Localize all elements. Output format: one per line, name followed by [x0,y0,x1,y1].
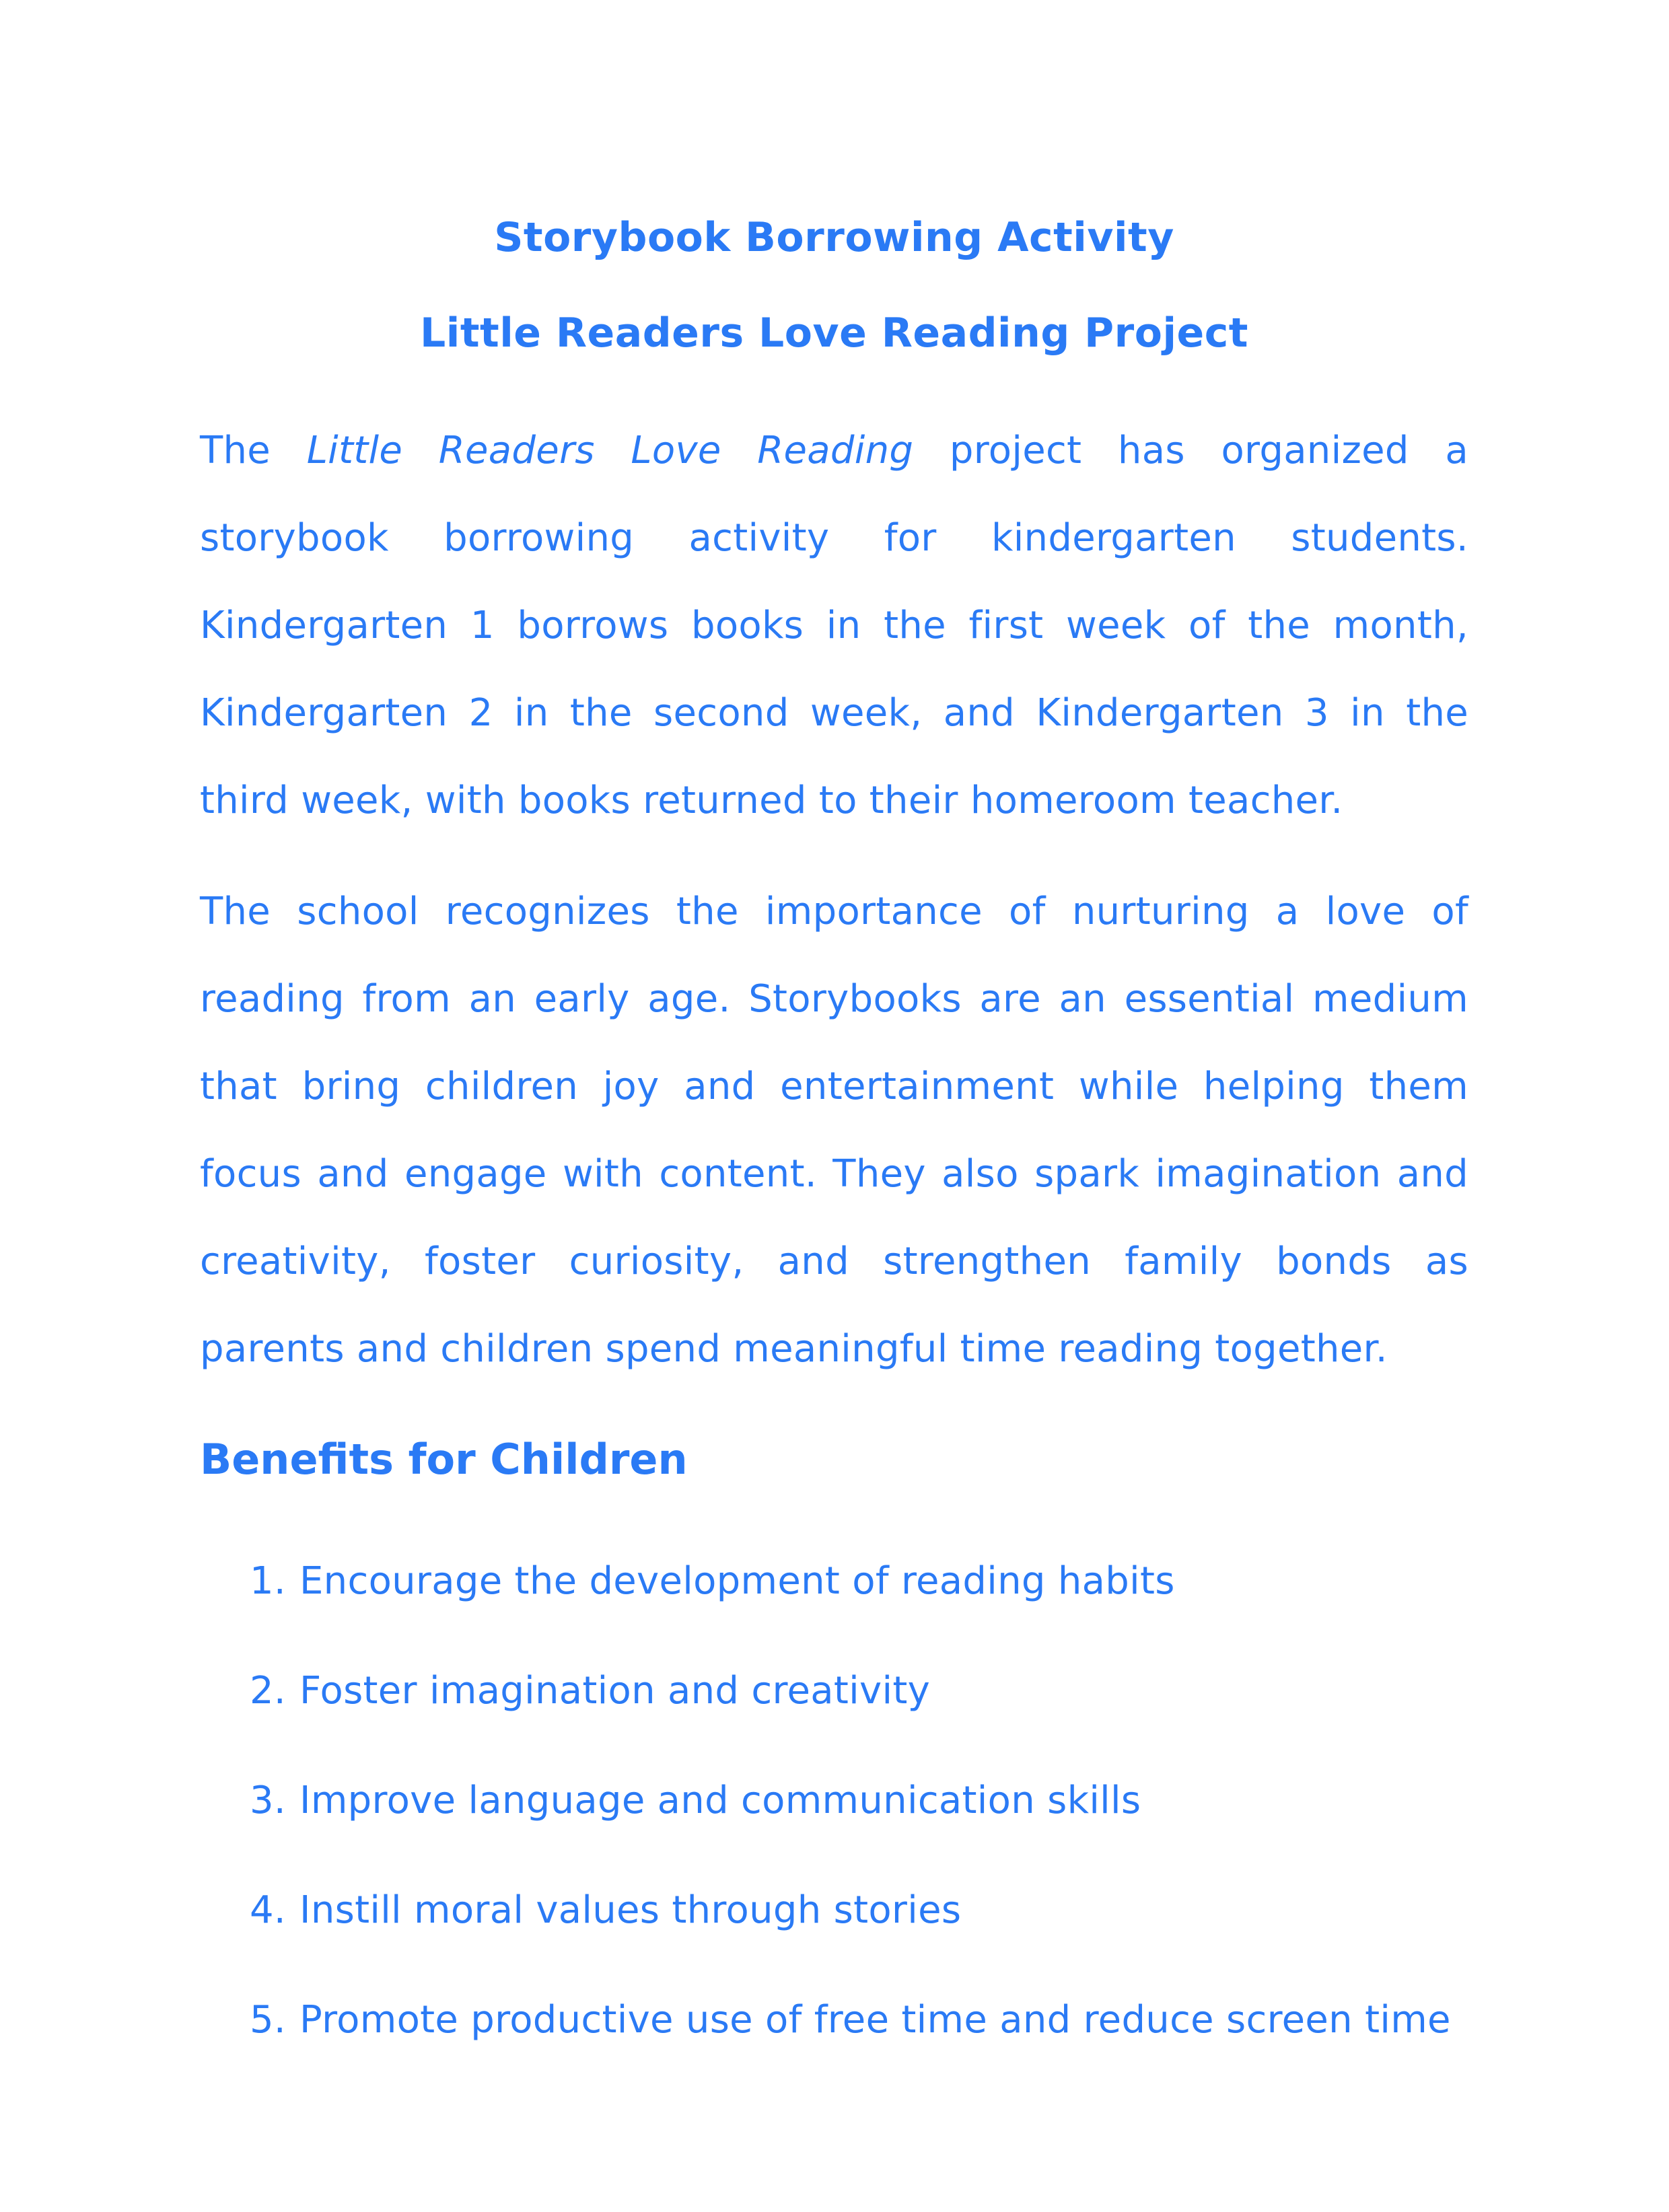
list-number: 2. [249,1669,286,1713]
list-number: 1. [249,1559,286,1603]
benefits-heading: Benefits for Children [200,1435,688,1484]
list-text: Encourage the development of reading habits [299,1559,1175,1603]
list-item [200,1877,1451,1987]
list-item [200,1767,1451,1877]
list-text: Instill moral values through stories [299,1888,962,1932]
intro-paragraph [200,407,1468,845]
intro-suffix: project has organized a storybook borrowing activity for kindergarten students. Kindergarten 1 borrows books in the first week of the month, Kindergarten 2 in the second week, and Kindergarten 3 in the third week, with books returned to their homeroom teacher. [200,429,1468,822]
list-text: Improve language and communication skills [299,1779,1141,1822]
benefits-list [200,1548,1451,2096]
list-item [200,1548,1451,1657]
list-number: 3. [249,1779,286,1822]
document-subtitle: Little Readers Love Reading Project [420,310,1248,357]
list-item [200,1987,1451,2096]
list-number: 5. [249,1998,286,2042]
list-text: Promote productive use of free time and reduce screen time [299,1998,1451,2042]
list-item [200,1657,1451,1767]
intro-prefix: The [200,429,307,472]
document-title: Storybook Borrowing Activity [494,214,1174,261]
list-text: Foster imagination and creativity [299,1669,931,1713]
project-name-italic: Little Readers Love Reading [306,429,914,472]
importance-paragraph: The school recognizes the importance of nurturing a love of reading from an early age. Storybooks are an essential medium that bring children joy and entertainment while helping them focus and engage with content. They also spark imagination and creativity, foster curiosity, and strengthen family bonds as parents and children spend meaningful time reading together. [200,890,1468,1371]
list-number: 4. [249,1888,286,1932]
